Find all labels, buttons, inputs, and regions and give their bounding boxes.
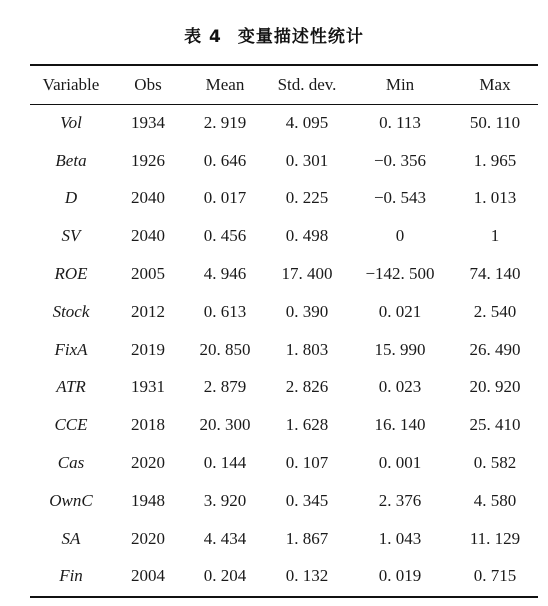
table-row: [30, 558, 538, 596]
variable-cell: OwnC: [49, 490, 93, 510]
table-row: [30, 444, 538, 482]
table-row: [30, 369, 538, 407]
min-cell: −142. 500: [365, 264, 435, 284]
min-cell: 15. 990: [374, 339, 426, 359]
table-header: [30, 66, 538, 104]
std-dev-cell: 0. 225: [285, 188, 329, 208]
max-cell: 26. 490: [469, 339, 521, 359]
max-cell: 0. 715: [473, 566, 517, 586]
std-dev-cell: 0. 107: [285, 453, 329, 473]
obs-cell: 2005: [131, 264, 165, 284]
column-header-mean: Mean: [205, 75, 245, 94]
min-cell: −0. 543: [373, 188, 427, 208]
std-dev-cell: 0. 301: [285, 150, 329, 170]
variable-cell: CCE: [54, 415, 88, 435]
table-row: [30, 482, 538, 520]
header-row: [30, 66, 538, 104]
column-header-variable: Variable: [42, 75, 100, 94]
table-caption: 变量描述性统计: [237, 27, 364, 47]
obs-cell: 2018: [131, 415, 165, 435]
mean-cell: 0. 204: [203, 566, 247, 586]
obs-cell: 1926: [131, 150, 165, 170]
max-cell: 50. 110: [469, 112, 521, 132]
std-dev-cell: 0. 132: [285, 566, 329, 586]
table-body: [30, 104, 538, 595]
table-number: 表 4: [184, 27, 222, 47]
variable-cell: Fin: [59, 566, 83, 586]
obs-cell: 2040: [131, 226, 165, 246]
obs-cell: 2020: [131, 453, 165, 473]
table-row: [30, 104, 538, 142]
column-header-std-dev: Std. dev.: [277, 75, 337, 94]
std-dev-cell: 1. 628: [285, 415, 329, 435]
mean-cell: 0. 456: [203, 226, 247, 246]
obs-cell: 2040: [131, 188, 165, 208]
max-cell: 2. 540: [473, 301, 517, 321]
std-dev-cell: 0. 390: [285, 301, 329, 321]
column-header-obs: Obs: [134, 75, 162, 94]
std-dev-cell: 0. 498: [285, 226, 329, 246]
mean-cell: 2. 879: [203, 377, 247, 397]
column-header-min: Min: [385, 75, 415, 94]
obs-cell: 1931: [131, 377, 165, 397]
std-dev-cell: 4. 095: [285, 112, 329, 132]
obs-cell: 1948: [131, 490, 165, 510]
variable-cell: ROE: [54, 264, 88, 284]
min-cell: 0. 019: [378, 566, 422, 586]
table-row: [30, 293, 538, 331]
obs-cell: 2012: [131, 301, 165, 321]
std-dev-cell: 0. 345: [285, 490, 329, 510]
column-header-max: Max: [479, 75, 511, 94]
max-cell: 0. 582: [473, 453, 517, 473]
std-dev-cell: 2. 826: [285, 377, 329, 397]
min-cell: 1. 043: [378, 528, 422, 548]
mean-cell: 4. 946: [203, 264, 247, 284]
mean-cell: 0. 017: [203, 188, 247, 208]
mean-cell: 2. 919: [203, 112, 247, 132]
table-title: [0, 22, 548, 47]
max-cell: 4. 580: [473, 490, 517, 510]
max-cell: 1. 965: [473, 150, 517, 170]
table-row: [30, 142, 538, 180]
variable-cell: ATR: [56, 377, 86, 397]
max-cell: 1. 013: [473, 188, 517, 208]
min-cell: 0. 001: [378, 453, 422, 473]
table-row: [30, 520, 538, 558]
variable-cell: Cas: [57, 453, 85, 473]
min-cell: 0. 113: [379, 112, 421, 132]
mean-cell: 20. 850: [199, 339, 251, 359]
min-cell: 0: [395, 226, 405, 246]
table-row: [30, 180, 538, 218]
min-cell: 16. 140: [374, 415, 426, 435]
min-cell: −0. 356: [373, 150, 427, 170]
table-row: [30, 331, 538, 369]
mean-cell: 0. 646: [203, 150, 247, 170]
mean-cell: 0. 613: [203, 301, 247, 321]
min-cell: 0. 023: [378, 377, 422, 397]
min-cell: 0. 021: [378, 301, 422, 321]
std-dev-cell: 1. 803: [285, 339, 329, 359]
table-row: [30, 406, 538, 444]
max-cell: 11. 129: [469, 528, 521, 548]
variable-cell: Stock: [52, 301, 90, 321]
mean-cell: 0. 144: [203, 453, 247, 473]
std-dev-cell: 1. 867: [285, 528, 329, 548]
max-cell: 74. 140: [469, 264, 521, 284]
max-cell: 1: [490, 226, 500, 246]
variable-cell: FixA: [54, 339, 88, 359]
mean-cell: 4. 434: [203, 528, 247, 548]
max-cell: 25. 410: [469, 415, 521, 435]
std-dev-cell: 17. 400: [281, 264, 333, 284]
variable-cell: Beta: [55, 150, 87, 170]
variable-cell: D: [64, 188, 78, 208]
mean-cell: 20. 300: [199, 415, 251, 435]
obs-cell: 2019: [131, 339, 165, 359]
descriptive-statistics-table: [30, 66, 538, 595]
max-cell: 20. 920: [469, 377, 521, 397]
mean-cell: 3. 920: [203, 490, 247, 510]
obs-cell: 1934: [131, 112, 165, 132]
min-cell: 2. 376: [378, 490, 422, 510]
obs-cell: 2004: [131, 566, 165, 586]
variable-cell: Vol: [60, 112, 82, 132]
obs-cell: 2020: [131, 528, 165, 548]
table-row: [30, 255, 538, 293]
variable-cell: SA: [61, 528, 81, 548]
bottom-rule: [30, 596, 538, 598]
variable-cell: SV: [61, 226, 81, 246]
table-row: [30, 217, 538, 255]
